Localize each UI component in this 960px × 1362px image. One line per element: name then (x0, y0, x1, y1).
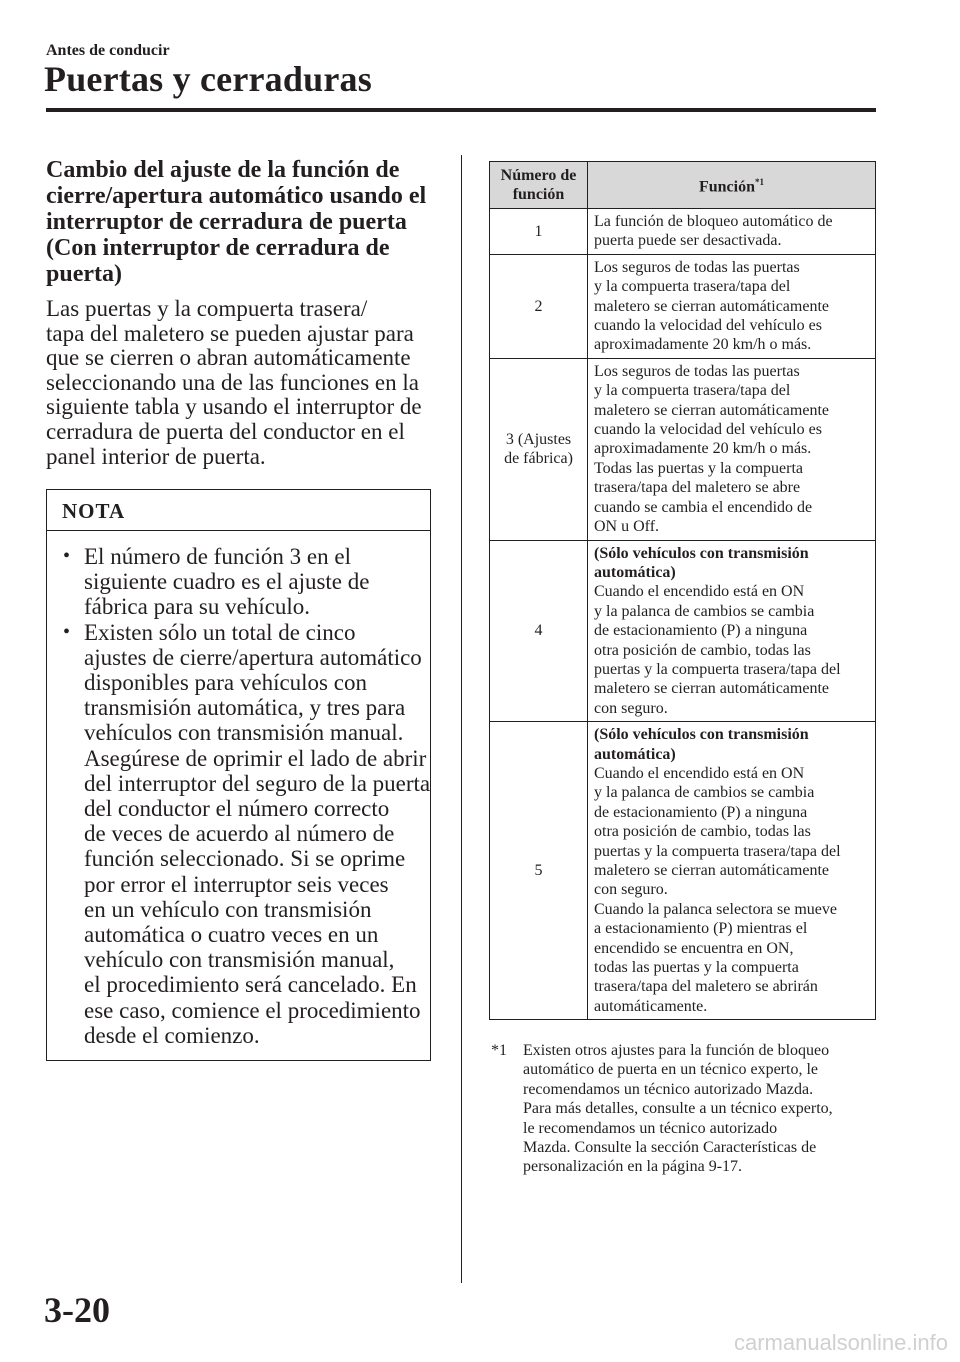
note-item (47, 544, 430, 620)
heading-rule (46, 108, 876, 112)
function-description-cell (588, 254, 876, 358)
function-line: cuando se cambia el encendido de (594, 498, 813, 516)
note-line: disponibles para vehículos con (84, 670, 367, 696)
function-description-cell (588, 722, 876, 1020)
function-line: puertas y la compuerta trasera/tapa del (594, 842, 841, 860)
section-label: Antes de conducir (46, 42, 170, 59)
function-number: de fábrica) (504, 450, 573, 468)
function-condition: (Sólo vehículos con transmisión (594, 544, 809, 562)
subheading-line: (Con interruptor de cerradura de (46, 235, 390, 261)
body-line: panel interior de puerta. (46, 443, 266, 469)
function-table (489, 161, 876, 1020)
function-description-cell (588, 209, 876, 255)
subheading (46, 157, 446, 287)
function-description-cell (588, 358, 876, 540)
body-paragraph (46, 297, 446, 469)
function-line: Cuando el encendido está en ON (594, 583, 805, 601)
note-line: del interruptor del seguro de la puerta (84, 770, 431, 796)
note-line: transmisión automática, y tres para (84, 695, 406, 721)
footnote-text: Existen otros ajustes para la función de bloqueo (523, 1042, 830, 1059)
function-condition: (Sólo vehículos con transmisión (594, 726, 809, 744)
header-function-label: Función (698, 178, 755, 196)
note-line: en un vehículo con transmisión (84, 896, 372, 922)
note-line: el procedimiento será cancelado. En (84, 972, 417, 998)
footnote-line: Mazda. Consulte la sección Características de (523, 1139, 817, 1157)
header-function (588, 162, 876, 209)
function-line: Los seguros de todas las puertas (594, 258, 800, 276)
note-line: desde el comienzo. (84, 1022, 260, 1048)
function-condition: automática) (594, 745, 676, 763)
table-row (490, 254, 876, 358)
function-line: trasera/tapa del maletero se abre (594, 479, 801, 497)
footnote-line: Para más detalles, consulte a un técnico experto, (523, 1100, 833, 1118)
note-line: del conductor el número correcto (84, 796, 390, 822)
function-line: aproximadamente 20 km/h o más. (594, 440, 812, 458)
function-line: otra posición de cambio, todas las (594, 823, 811, 841)
function-line: ON u Off. (594, 518, 660, 536)
note-line: El número de función 3 en el (84, 544, 351, 569)
function-line: y la compuerta trasera/tapa del (594, 382, 791, 400)
function-line: Los seguros de todas las puertas (594, 362, 800, 380)
function-line: trasera/tapa del maletero se abrirán (594, 978, 818, 996)
table-row (490, 540, 876, 722)
function-line: aproximadamente 20 km/h o más. (594, 336, 812, 354)
header-number (490, 162, 588, 209)
function-number: 4 (534, 622, 543, 640)
footnote-line: personalización en la página 9-17. (523, 1158, 743, 1176)
note-line: fábrica para su vehículo. (84, 594, 311, 620)
body-line: que se cierren o abran automáticamente (46, 345, 411, 371)
page-title: Puertas y cerraduras (44, 59, 372, 99)
function-number-cell (490, 254, 588, 358)
function-line: a estacionamiento (P) mientras el (594, 920, 808, 938)
function-line: cuando la velocidad del vehículo es (594, 421, 822, 439)
table-row (490, 358, 876, 540)
function-condition: automática) (594, 563, 676, 581)
header-number-line: Número de (500, 166, 577, 184)
function-number: 3 (Ajustes (505, 430, 572, 448)
body-line: seleccionando una de las funciones en la (46, 369, 419, 395)
note-line: siguiente cuadro es el ajuste de (84, 569, 370, 595)
function-line: y la compuerta trasera/tapa del (594, 278, 791, 296)
note-line: vehículo con transmisión manual, (84, 947, 395, 973)
function-line: La función de bloqueo automático de (594, 213, 833, 230)
function-number-cell (490, 358, 588, 540)
function-line: maletero se cierran automáticamente (594, 680, 829, 698)
function-number-cell (490, 722, 588, 1020)
body-line: cerradura de puerta del conductor en el (46, 418, 405, 444)
function-description-cell (588, 540, 876, 722)
table-row (490, 722, 876, 1020)
note-line: Existen sólo un total de cinco (84, 619, 356, 645)
subheading-line: puerta) (46, 261, 122, 287)
footnote-line: le recomendamos un técnico autorizado (523, 1119, 778, 1137)
footnote (491, 1041, 876, 1177)
function-number: 2 (534, 297, 543, 315)
function-line: maletero se cierran automáticamente (594, 297, 829, 315)
note-line: vehículos con transmisión manual. (84, 720, 404, 746)
function-line: de estacionamiento (P) a ninguna (594, 622, 808, 640)
watermark: carmanualsonline.info (733, 1330, 948, 1355)
note-line: función seleccionado. Si se oprime (84, 846, 406, 872)
note-list (47, 544, 430, 1048)
header-number-line: función (512, 186, 565, 203)
function-line: automáticamente. (594, 997, 708, 1015)
note-line: ajustes de cierre/apertura automático (84, 644, 422, 670)
function-line: maletero se cierran automáticamente (594, 401, 829, 419)
function-line: con seguro. (594, 881, 668, 899)
function-line: y la palanca de cambios se cambia (594, 602, 815, 620)
function-line: otra posición de cambio, todas las (594, 641, 811, 659)
function-number: 5 (534, 862, 543, 879)
function-line: Cuando la palanca selectora se mueve (594, 900, 837, 918)
function-line: con seguro. (594, 699, 668, 717)
function-line: puertas y la compuerta trasera/tapa del (594, 660, 841, 678)
function-line: todas las puertas y la compuerta (594, 959, 799, 977)
footnote-line (491, 1041, 876, 1060)
body-line: tapa del maletero se pueden ajustar para (46, 320, 414, 346)
note-line: de veces de acuerdo al número de (84, 821, 395, 847)
page-number: 3-20 (44, 1290, 110, 1330)
function-line: maletero se cierran automáticamente (594, 862, 829, 879)
table-row (490, 209, 876, 255)
body-line: Las puertas y la compuerta trasera/ (46, 296, 368, 321)
note-item (47, 620, 430, 1048)
note-line: ese caso, comience el procedimiento (84, 997, 421, 1023)
table-header-row (490, 162, 876, 209)
column-divider (461, 155, 462, 1283)
function-line: de estacionamiento (P) a ninguna (594, 803, 808, 821)
note-divider (47, 530, 430, 531)
function-line: encendido se encuentra en ON, (594, 939, 794, 957)
function-number-cell (490, 540, 588, 722)
function-line: puerta puede ser desactivada. (594, 232, 782, 250)
footnote-ref: *1 (755, 177, 764, 188)
function-line: cuando la velocidad del vehículo es (594, 317, 822, 335)
function-line: y la palanca de cambios se cambia (594, 784, 815, 802)
note-line: automática o cuatro veces en un (84, 922, 379, 948)
footnote-marker: *1 (491, 1042, 507, 1059)
body-line: siguiente tabla y usando el interruptor de (46, 394, 422, 420)
subheading-line: Cambio del ajuste de la función de (46, 157, 400, 183)
note-line: por error el interruptor seis veces (84, 871, 389, 897)
note-line: Asegúrese de oprimir el lado de abrir (84, 745, 427, 771)
function-line: Cuando el encendido está en ON (594, 764, 805, 782)
function-number: 1 (534, 222, 543, 240)
footnote-line: automático de puerta en un técnico experto, le (523, 1061, 818, 1079)
subheading-line: interruptor de cerradura de puerta (46, 209, 407, 235)
function-line: Todas las puertas y la compuerta (594, 459, 804, 477)
subheading-line: cierre/apertura automático usando el (46, 183, 427, 209)
footnote-line: recomendamos un técnico autorizado Mazda. (523, 1080, 814, 1098)
note-box (46, 489, 431, 1061)
note-title: NOTA (62, 499, 126, 523)
bullet-icon: • (63, 620, 71, 643)
function-number-cell (490, 209, 588, 255)
bullet-icon: • (63, 545, 71, 567)
